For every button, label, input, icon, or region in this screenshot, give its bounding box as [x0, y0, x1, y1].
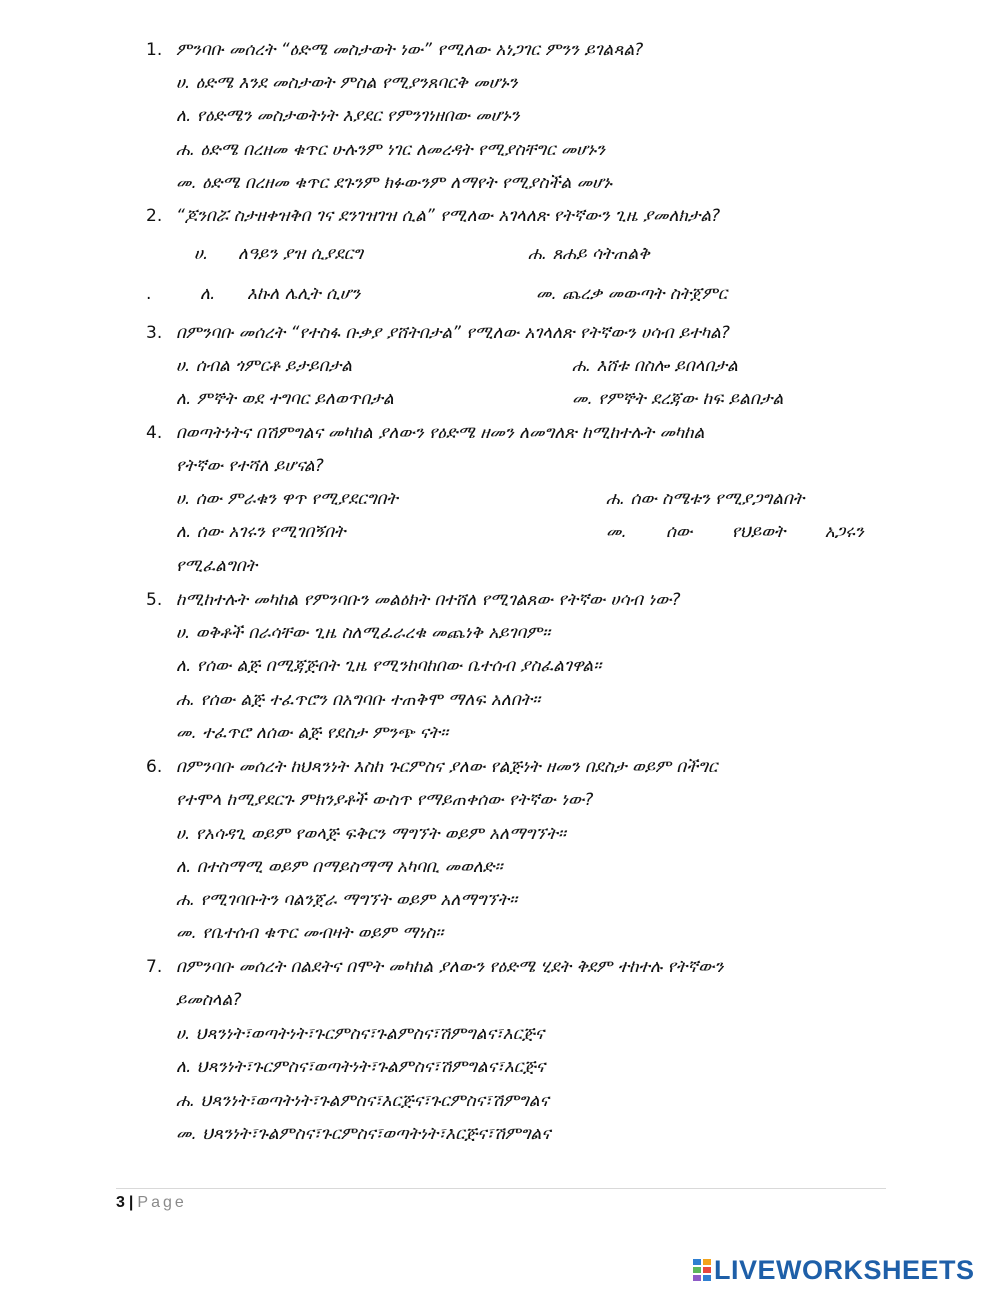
page-footer [116, 1194, 187, 1212]
option [176, 355, 352, 377]
option [606, 521, 884, 543]
option [176, 823, 566, 845]
question-number: 5. [146, 590, 163, 610]
question-stem: “ጆንበሯ ስታዘቀዝቅበ ገና ደንገዝገዝ ሲል” የሚለው አገላለጽ የትኛውን ጊዜ ያመለክታል? [176, 206, 721, 226]
question-stem-cont: የትኛው የተሻለ ይሆናል? [176, 456, 324, 476]
option-letter: ሐ. [606, 489, 626, 509]
option-text: ለዓይን ያዝ ሲያደርግ [238, 244, 364, 264]
option [176, 1023, 544, 1045]
question-stem: በምንባቡ መሰረት “የተስፋ ቡቃያ ያሸትበታል” የሚለው አገላለጽ የትኛውን ሀሳብ ይተካል? [176, 323, 730, 343]
liveworksheets-logo[interactable] [692, 1256, 975, 1284]
option-letter: ለ. [200, 284, 216, 304]
option-letter: ሐ. [528, 244, 548, 264]
page-number: 3 [116, 1194, 125, 1211]
option-text: ህጻንነት፣ጉልምስና፣ጉርምስና፣ወጣትነት፣እርጅና፣ሽምግልና [202, 1124, 551, 1144]
option-text: የቤተሰብ ቁጥር መብዛት ወይም ማነስ፡፡ [202, 923, 444, 943]
option-letter: ለ. [176, 656, 192, 676]
option-text-cont: የሚፈልግበት [176, 556, 258, 576]
question-stem-cont: ይመስላል? [176, 990, 242, 1010]
option-text: ሰብል ጎምርቶ ይታይበታል [195, 356, 353, 376]
option-letter: መ. [572, 389, 593, 409]
option [528, 243, 650, 265]
footer-divider [116, 1188, 886, 1189]
option-letter: ሀ. [176, 824, 191, 844]
option-text: ጨረቃ መውጣት ስትጀምር [562, 284, 728, 304]
option-text: የዕድሜን መስታወትነት እያደር የምንገነዘበው መሆኑን [196, 106, 520, 126]
question-number: 6. [146, 757, 163, 777]
question-number: 3. [146, 323, 163, 343]
option-text: ዕድሜ በረዘመ ቁጥር ደጉንም ክፉውንም ለማየት የሚያስችል መሆኑ [202, 173, 612, 193]
option [176, 922, 443, 944]
option-letter: ሀ. [176, 623, 191, 643]
option [176, 72, 518, 94]
question-stem: ምንባቡ መሰረት “ዕድሜ መስታወት ነው” የሚለው አነጋገር ምንን ይገልጻል? [176, 40, 644, 60]
option-text: የአሳዳጊ ወይም የወላጅ ፍቅርን ማግኘት ወይም አለማግኘት፡፡ [195, 824, 566, 844]
option [176, 889, 517, 911]
question-number: 7. [146, 957, 163, 977]
option [176, 1090, 549, 1112]
question-number: 1. [146, 40, 163, 60]
option-text: ዕድሜ እንደ መስታወት ምስል የሚያንጸባርቅ መሆኑን [195, 73, 518, 93]
option-text: ህጻንነት፣ጉርምስና፣ወጣትነት፣ጉልምስና፣ሽምግልና፣እርጅና [196, 1057, 545, 1077]
liveworksheets-logo-icon [692, 1258, 712, 1282]
option [176, 172, 612, 194]
question-stem: በወጣትነትና በሽምግልና መካከል ያለውን የዕድሜ ዘመን ለመግለጽ ከሚከተሉት መካከል [176, 423, 705, 443]
option-text: ዕድሜ በረዘመ ቁጥር ሁሉንም ነገር ለመረዳት የሚያስቸግር መሆኑን [200, 140, 606, 160]
option [176, 139, 605, 161]
option [176, 1123, 550, 1145]
option-letter: ሐ. [176, 890, 196, 910]
option-text: ሰው ስሜቱን የሚያጋግልበት [630, 489, 805, 509]
option-letter: ለ. [176, 522, 192, 542]
option [536, 283, 727, 305]
option-letter: ሐ. [176, 140, 196, 160]
option-letter: ለ. [176, 857, 192, 877]
option-text: በተስማሚ ወይም በማይስማማ አካባቢ መወለድ፡፡ [196, 857, 503, 877]
question-number: 4. [146, 423, 163, 443]
option-text: እሸቱ በስሎ ይበላበታል [596, 356, 738, 376]
option [572, 355, 738, 377]
option [176, 1056, 545, 1078]
option-letter: ሀ. [176, 1024, 191, 1044]
question-stem: በምንባቡ መሰረት ከህጻንነት እስከ ጉርምስና ያለው የልጅነት ዘመን በደስታ ወይም በችግር [176, 757, 718, 777]
option-text: ህጻንነት፣ወጣትነት፣ጉልምስና፣እርጅና፣ጉርምስና፣ሽምግልና [200, 1091, 549, 1111]
option [176, 622, 550, 644]
page-separator: | [128, 1194, 134, 1211]
option-letter: ለ. [176, 1057, 192, 1077]
option-text: የሰው ልጅ ተፈጥሮን በአግባቡ ተጠቅሞ ማለፍ አለበት፡፡ [200, 690, 541, 710]
option-letter: ሀ. [176, 356, 191, 376]
question-number: 2. [146, 206, 163, 226]
option-letter: ለ. [176, 389, 192, 409]
option-letter: ሀ. [176, 489, 191, 509]
option [606, 488, 804, 510]
option-letter: መ. [176, 1124, 197, 1144]
question-stem-cont: የተሞላ ከሚያደርጉ ምክንያቶች ውስጥ የማይጠቀሰው የትኛው ነው? [176, 790, 594, 810]
option [176, 722, 448, 744]
option-text: ህጻንነት፣ወጣትነት፣ጉርምስና፣ጉልምስና፣ሽምግልና፣እርጅና [195, 1024, 544, 1044]
option-letter: ለ. [176, 106, 192, 126]
option-text: የሰው ልጅ በሚጃጅበት ጊዜ የሚንከባከበው ቤተሰብ ያስፈልገዋል፡፡ [196, 656, 602, 676]
option-text: ምኞት ወደ ተግባር ይለወጥበታል [196, 389, 394, 409]
option [176, 388, 394, 410]
option-text: ተፈጥሮ ለሰው ልጅ የደስታ ምንጭ ናት፡፡ [202, 723, 449, 743]
option-text: እኩለ ሌሊት ሲሆን [247, 284, 361, 304]
option [176, 689, 540, 711]
option [176, 856, 502, 878]
option-letter: ሐ. [176, 1091, 196, 1111]
option-letter: መ. [606, 522, 627, 542]
option-text: ጸሐይ ሳትጠልቅ [552, 244, 650, 264]
option-letter: መ. [176, 923, 197, 943]
option-text: ሰው ምራቁን ዋጥ የሚያደርግበት [195, 489, 398, 509]
option-letter: መ. [536, 284, 557, 304]
question-stem: በምንባቡ መሰረት በልደትና በሞት መካከል ያለውን የዕድሜ ሂደት ቅደም ተከተሉ የትኛውን [176, 957, 724, 977]
option-text: ሰው የህይወት አጋሩን [666, 522, 864, 542]
option-letter: መ. [176, 723, 197, 743]
logo-wordmark: LIVEWORKSHEETS [714, 1255, 975, 1285]
option [176, 488, 398, 510]
option-letter: ሀ. [194, 244, 209, 264]
option [572, 388, 783, 410]
option-letter: ሐ. [176, 690, 196, 710]
question-stem: ከሚከተሉት መካከል የምንባቡን መልዕክት በተሸለ የሚገልጸው የትኛው ሀሳብ ነው? [176, 590, 681, 610]
option-text: የምኞት ደረጃው ከፍ ይልበታል [598, 389, 784, 409]
stray-dot: . [146, 284, 152, 304]
option-text: ሰው አገሩን የሚገበኝበት [196, 522, 346, 542]
option-letter: ሐ. [572, 356, 592, 376]
option [176, 655, 601, 677]
option-text: የሚገባቡትን ባልንጀራ ማግኘት ወይም አለማግኘት፡፡ [200, 890, 518, 910]
option [176, 105, 519, 127]
option-text: ወቅቶች በራሳቸው ጊዜ ስለሚፈራረቁ መጨነቅ አይገባም፡፡ [195, 623, 551, 643]
page-label: Page [137, 1194, 187, 1211]
option-letter: መ. [176, 173, 197, 193]
option [176, 521, 346, 543]
option-letter: ሀ. [176, 73, 191, 93]
